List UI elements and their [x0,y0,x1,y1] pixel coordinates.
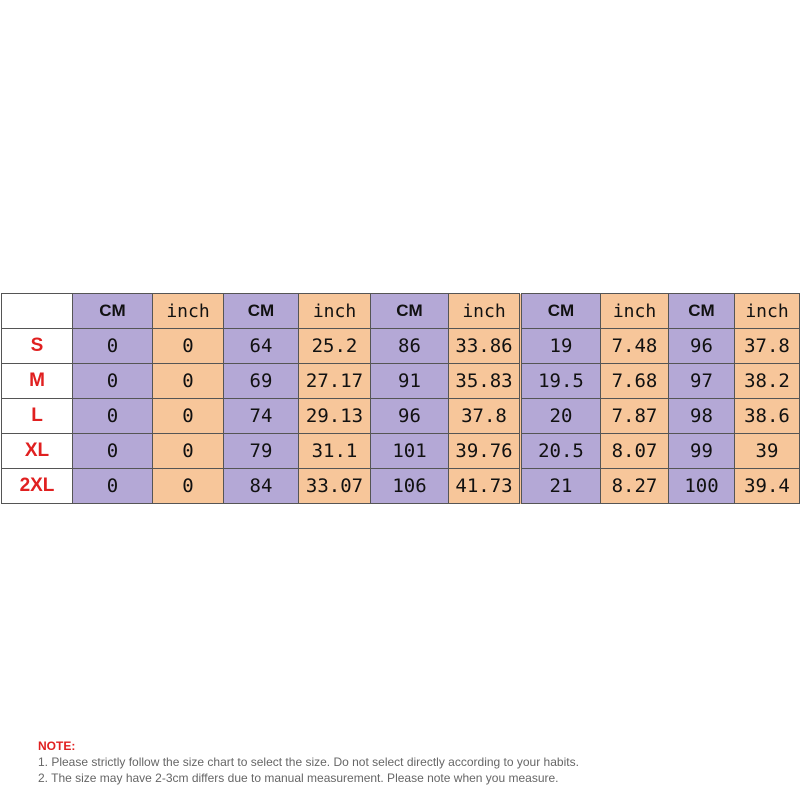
measurement-cell: 39.76 [449,434,521,469]
measurement-cell: 37.8 [735,329,800,364]
header-unit-cell: CM [521,294,601,329]
measurement-cell: 20.5 [521,434,601,469]
measurement-cell: 0 [153,364,224,399]
measurement-cell: 25.2 [299,329,371,364]
measurement-cell: 0 [73,469,153,504]
note-section [38,738,579,786]
size-label-cell: S [2,329,73,364]
header-corner-cell [2,294,73,329]
measurement-cell: 0 [153,399,224,434]
header-unit-cell: inch [601,294,669,329]
header-unit-cell: inch [153,294,224,329]
measurement-cell: 98 [669,399,735,434]
table-row [2,364,800,399]
measurement-cell: 33.86 [449,329,521,364]
measurement-cell: 0 [73,399,153,434]
measurement-cell: 7.87 [601,399,669,434]
measurement-cell: 74 [224,399,299,434]
table-row [2,399,800,434]
header-unit-cell: CM [669,294,735,329]
header-unit-cell: CM [73,294,153,329]
measurement-cell: 39 [735,434,800,469]
measurement-cell: 84 [224,469,299,504]
header-unit-cell: CM [371,294,449,329]
measurement-cell: 8.27 [601,469,669,504]
header-unit-cell: inch [735,294,800,329]
measurement-cell: 0 [73,434,153,469]
measurement-cell: 99 [669,434,735,469]
measurement-cell: 100 [669,469,735,504]
measurement-cell: 33.07 [299,469,371,504]
header-row [2,294,800,329]
measurement-cell: 41.73 [449,469,521,504]
measurement-cell: 19.5 [521,364,601,399]
size-label-cell: L [2,399,73,434]
measurement-cell: 97 [669,364,735,399]
measurement-cell: 21 [521,469,601,504]
measurement-cell: 37.8 [449,399,521,434]
measurement-cell: 69 [224,364,299,399]
size-chart-table [1,293,800,504]
measurement-cell: 79 [224,434,299,469]
measurement-cell: 106 [371,469,449,504]
measurement-cell: 19 [521,329,601,364]
measurement-cell: 20 [521,399,601,434]
note-line-1: 1. Please strictly follow the size chart to select the size. Do not select directly according to your habits. [38,755,579,769]
header-unit-cell: inch [299,294,371,329]
measurement-cell: 96 [371,399,449,434]
measurement-cell: 86 [371,329,449,364]
measurement-cell: 31.1 [299,434,371,469]
size-label-cell: XL [2,434,73,469]
measurement-cell: 27.17 [299,364,371,399]
table-row [2,434,800,469]
size-label-cell: 2XL [2,469,73,504]
note-title: NOTE: [38,739,76,753]
measurement-cell: 39.4 [735,469,800,504]
measurement-cell: 101 [371,434,449,469]
note-line-2: 2. The size may have 2-3cm differs due to manual measurement. Please note when you measure. [38,771,559,785]
measurement-cell: 7.48 [601,329,669,364]
measurement-cell: 64 [224,329,299,364]
measurement-cell: 38.6 [735,399,800,434]
measurement-cell: 0 [73,329,153,364]
measurement-cell: 35.83 [449,364,521,399]
measurement-cell: 91 [371,364,449,399]
table-row [2,329,800,364]
measurement-cell: 7.68 [601,364,669,399]
measurement-cell: 29.13 [299,399,371,434]
table-row [2,469,800,504]
header-unit-cell: inch [449,294,521,329]
measurement-cell: 0 [153,329,224,364]
measurement-cell: 0 [153,434,224,469]
measurement-cell: 96 [669,329,735,364]
header-unit-cell: CM [224,294,299,329]
measurement-cell: 0 [73,364,153,399]
size-label-cell: M [2,364,73,399]
measurement-cell: 8.07 [601,434,669,469]
measurement-cell: 0 [153,469,224,504]
measurement-cell: 38.2 [735,364,800,399]
